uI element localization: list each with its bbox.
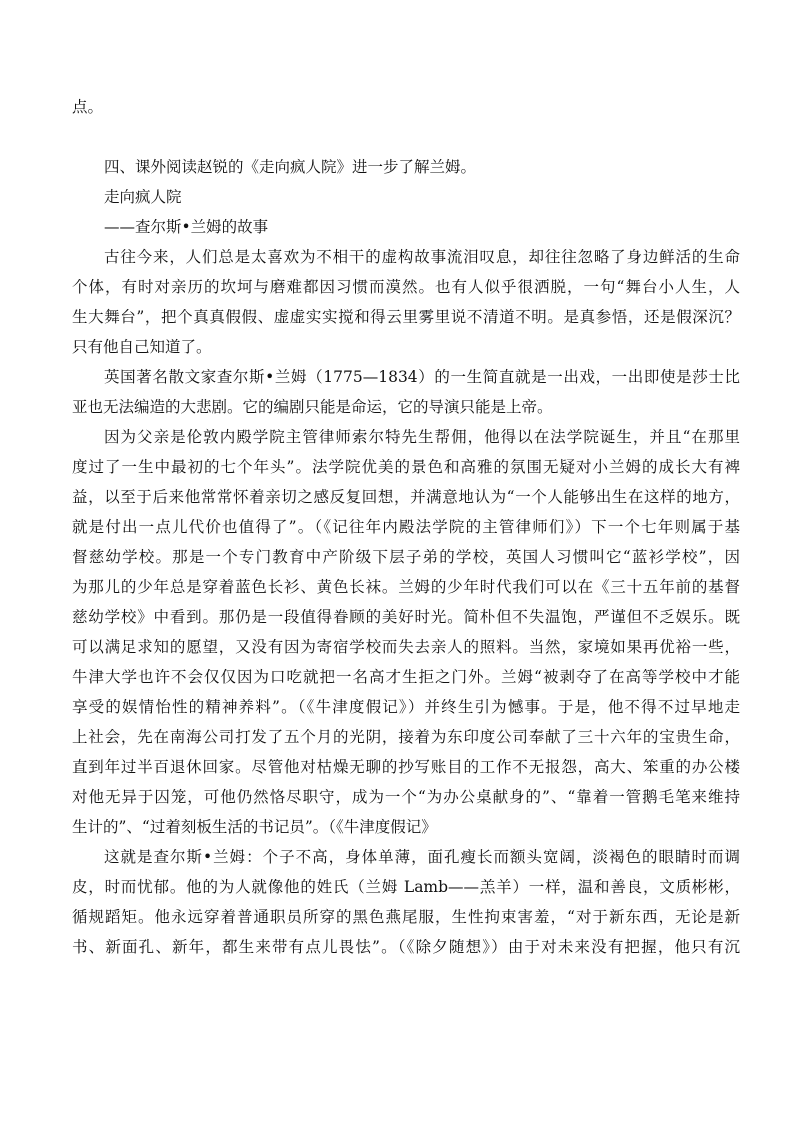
paragraph-line: 可以满足求知的愿望，又没有因为寄宿学校而失去亲人的照料。当然，家境如果再优裕一些， xyxy=(72,638,740,656)
article-title: 走向疯人院 xyxy=(104,188,182,206)
blank-line xyxy=(72,122,740,152)
paragraph-line: 就是付出一点儿代价也值得了”。（《记往年内殿法学院的主管律师们》）下一个七年则属于基 xyxy=(72,518,740,536)
paragraph-line: 上社会，先在南海公司打发了五个月的光阴，接着为东印度公司奉献了三十六年的宝贵生命， xyxy=(72,728,740,746)
paragraph-line: 这就是查尔斯•兰姆：个子不高，身体单薄，面孔瘦长而额头宽阔，淡褐色的眼睛时而调 xyxy=(104,848,740,866)
paragraph-line: 督慈幼学校。那是一个专门教育中产阶级下层子弟的学校，英国人习惯叫它“蓝衫学校”，因 xyxy=(72,548,740,566)
paragraph-line: 个体，有时对亲历的坎坷与磨难都因习惯而漠然。也有人似乎很洒脱，一句“舞台小人生，人 xyxy=(72,278,740,296)
section-heading: 四、课外阅读赵锐的《走向疯人院》进一步了解兰姆。 xyxy=(104,158,477,176)
paragraph-line: 享受的娱情怡性的精神养料”。（《牛津度假记》）并终生引为憾事。于是，他不得不过早地走 xyxy=(72,698,740,716)
paragraph-line: 益，以至于后来他常常怀着亲切之感反复回想，并满意地认为“一个人能够出生在这样的地方， xyxy=(72,488,740,506)
paragraph-line: 皮，时而忧郁。他的为人就像他的姓氏（兰姆 Lamb——羔羊）一样，温和善良，文质彬彬， xyxy=(72,878,740,896)
paragraph-line: 生计的”、“过着刻板生活的书记员”。（《牛津度假记》 xyxy=(72,818,437,836)
paragraph-line: 慈幼学校》中看到。那仍是一段值得眷顾的美好时光。简朴但不失温饱，严谨但不乏娱乐。既 xyxy=(72,608,740,626)
paragraph-line: 度过了一生中最初的七个年头”。法学院优美的景色和高雅的氛围无疑对小兰姆的成长大有裨 xyxy=(72,458,740,476)
article-subtitle: ——查尔斯•兰姆的故事 xyxy=(104,218,269,236)
paragraph-line: 古往今来，人们总是太喜欢为不相干的虚构故事流泪叹息，却往往忽略了身边鲜活的生命 xyxy=(104,248,740,266)
paragraph-line: 只有他自己知道了。 xyxy=(72,338,212,356)
paragraph-line: 亚也无法编造的大悲剧。它的编剧只能是命运，它的导演只能是上帝。 xyxy=(72,398,553,416)
paragraph-1 xyxy=(72,242,740,362)
paragraph-4 xyxy=(72,842,740,962)
paragraph-line: 生大舞台”，把个真真假假、虚虚实实搅和得云里雾里说不清道不明。是真参悟，还是假深沉？ xyxy=(72,308,740,326)
paragraph-line: 因为父亲是伦敦内殿学院主管律师索尔特先生帮佣，他得以在法学院诞生，并且“在那里 xyxy=(104,428,740,446)
fragment-top: 点。 xyxy=(72,98,104,116)
paragraph-3 xyxy=(72,422,740,842)
paragraph-line: 英国著名散文家查尔斯•兰姆（1775—1834）的一生简直就是一出戏，一出即使是莎士比 xyxy=(104,368,740,386)
paragraph-line: 牛津大学也许不会仅仅因为口吃就把一名高才生拒之门外。兰姆“被剥夺了在高等学校中才能 xyxy=(72,668,740,686)
paragraph-line: 为那儿的少年总是穿着蓝色长衫、黄色长袜。兰姆的少年时代我们可以在《三十五年前的基督 xyxy=(72,578,740,596)
paragraph-2 xyxy=(72,362,740,422)
paragraph-line: 直到年过半百退休回家。尽管他对枯燥无聊的抄写账目的工作不无报怨，高大、笨重的办公楼 xyxy=(72,758,740,776)
paragraph-line: 对他无异于囚笼，可他仍然恪尽职守，成为一个“为办公桌献身的”、“靠着一管鹅毛笔来维持 xyxy=(72,788,740,806)
paragraph-line: 书、新面孔、新年，都生来带有点儿畏怯”。（《除夕随想》）由于对未来没有把握，他只有沉 xyxy=(72,938,740,956)
paragraph-line: 循规蹈矩。他永远穿着普通职员所穿的黑色燕尾服，生性拘束害羞，“对于新东西，无论是新 xyxy=(72,908,740,926)
